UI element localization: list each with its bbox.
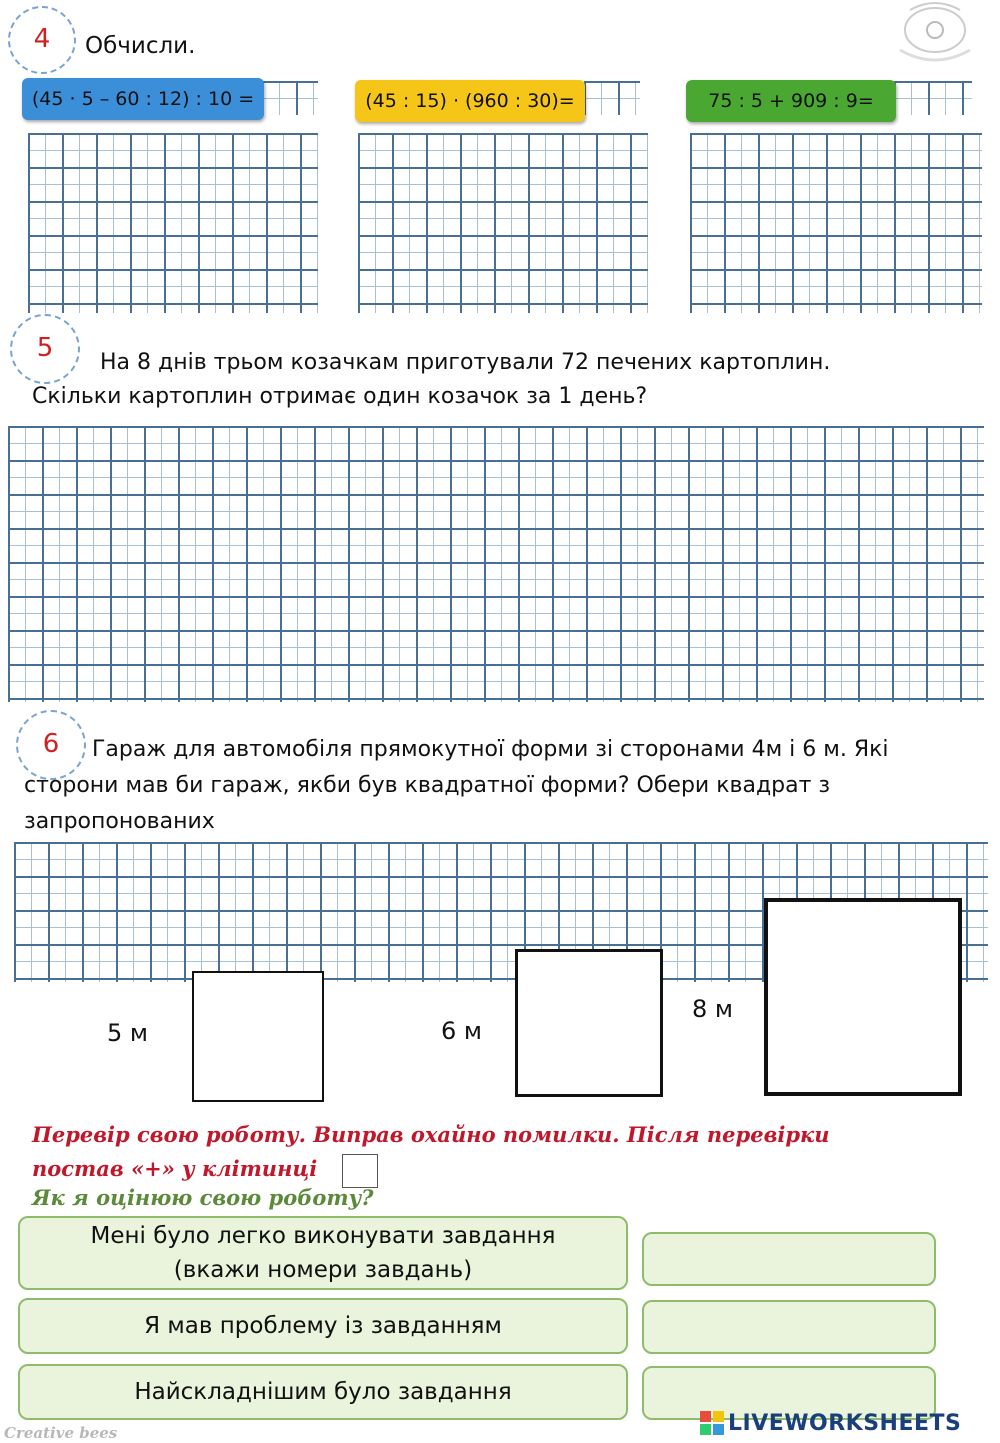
square-6m[interactable] — [515, 949, 663, 1097]
reflection-easy-answer[interactable] — [642, 1232, 936, 1286]
reflection-easy-line-2: (вкажи номери завдань) — [173, 1257, 473, 1283]
reflection-problem-label: Я мав проблему із завданням — [144, 1313, 502, 1339]
square-6m-label: 6 м — [441, 1017, 483, 1045]
task-4-expression-3: 75 : 5 + 909 : 9= — [686, 80, 896, 122]
check-instruction-line-1: Перевір свою роботу. Виправ охайно помилки. Після перевірки — [32, 1122, 830, 1147]
square-8m-label: 8 м — [692, 995, 734, 1023]
square-5m-label: 5 м — [107, 1019, 149, 1047]
task-4-grid-3[interactable] — [690, 133, 982, 313]
task-6-line-3: запропонованих — [24, 809, 215, 834]
self-evaluation-heading: Як я оцінюю свою роботу? — [32, 1185, 374, 1210]
task-5-number: 5 — [36, 333, 54, 363]
task-6-line-2: сторони мав би гараж, якби був квадратної форми? Обери квадрат з — [24, 773, 831, 798]
task-4-grid-1[interactable] — [28, 133, 318, 313]
task-5-number-badge — [10, 314, 80, 384]
check-instruction-line-2: постав «+» у клітинці — [32, 1156, 318, 1181]
reflection-problem-answer[interactable] — [642, 1300, 936, 1354]
reflection-easy-box — [18, 1216, 628, 1290]
square-8m[interactable] — [764, 898, 962, 1096]
task-4-expression-2: (45 : 15) · (960 : 30)= — [355, 80, 585, 122]
liveworksheets-brand: LIVEWORKSHEETS — [728, 1410, 962, 1436]
task-4-number: 4 — [33, 24, 51, 54]
reflection-problem-box — [18, 1298, 628, 1354]
reflection-easy-line-1: Мені було легко виконувати завдання — [90, 1223, 556, 1249]
task-4-number-badge — [8, 6, 76, 74]
liveworksheets-logo-icon — [700, 1411, 724, 1435]
reflection-hardest-box — [18, 1364, 628, 1420]
task-4-grid-2[interactable] — [358, 133, 648, 313]
task-4-title: Обчисли. — [85, 33, 196, 59]
square-5m[interactable] — [192, 971, 324, 1102]
task-5-line-2: Скільки картоплин отримає один козачок за 1 день? — [32, 384, 648, 409]
task-6-line-1: Гараж для автомобіля прямокутної форми зі сторонами 4м і 6 м. Які — [92, 737, 889, 762]
task-4-answer-cells-3[interactable] — [894, 81, 972, 115]
task-5-line-1: На 8 днів трьом козачкам приготували 72 печених картоплин. — [100, 350, 831, 375]
check-done-checkbox[interactable] — [342, 1154, 378, 1188]
task-4-answer-cells-1[interactable] — [262, 81, 318, 115]
task-6-number: 6 — [42, 729, 60, 759]
task-4-answer-cells-2[interactable] — [584, 81, 640, 115]
task-4-expression-1: (45 · 5 – 60 : 12) : 10 = — [22, 78, 264, 120]
task-5-grid[interactable] — [8, 426, 984, 702]
reflection-hardest-label: Найскладнішим було завдання — [134, 1379, 512, 1405]
watermark-text: Creative bees — [4, 1424, 118, 1442]
bee-decoration-icon — [880, 0, 990, 64]
liveworksheets-logo — [700, 1406, 996, 1440]
